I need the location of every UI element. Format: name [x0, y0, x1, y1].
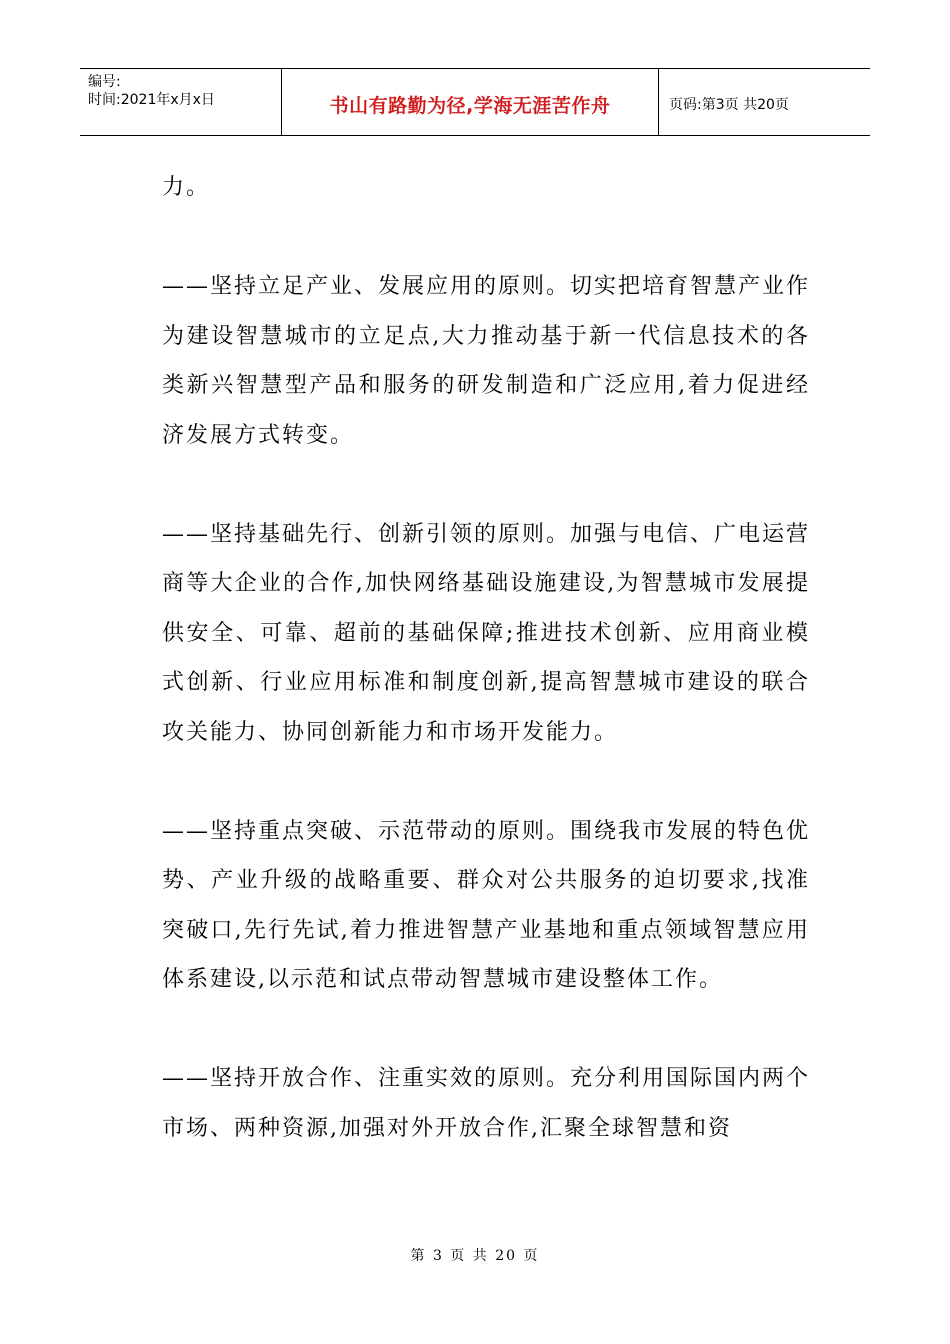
header-page-info: 页码:第3页 共20页 [669, 97, 789, 113]
document-body [162, 163, 810, 1153]
paragraph: ——坚持重点突破、示范带动的原则。围绕我市发展的特色优势、产业升级的战略重要、群众对公共服务的迫切要求,找准突破口,先行先试,着力推进智慧产业基地和重点领域智慧应用体系建设,以示范和试点带动智慧城市建设整体工作。 [162, 818, 811, 992]
page-footer: 第 3 页 共 20 页 [410, 1248, 540, 1264]
paragraph: ——坚持基础先行、创新引领的原则。加强与电信、广电运营商等大企业的合作,加快网络基础设施建设,为智慧城市发展提供安全、可靠、超前的基础保障;推进技术创新、应用商业模式创新、行业应用标准和制度创新,提高智慧城市建设的联合攻关能力、协同创新能力和市场开发能力。 [162, 521, 811, 745]
header-motto-cell [282, 69, 659, 135]
page-header [80, 68, 870, 136]
document-time-label: 时间:2021年x月x日 [88, 92, 215, 108]
paragraph: ——坚持开放合作、注重实效的原则。充分利用国际国内两个市场、两种资源,加强对外开放合作,汇聚全球智慧和资 [162, 1066, 811, 1141]
paragraph: 力。 [162, 175, 211, 200]
document-number-label: 编号: [88, 74, 121, 90]
header-page-info-cell [659, 69, 870, 135]
header-motto: 书山有路勤为径,学海无涯苦作舟 [329, 94, 611, 117]
paragraph: ——坚持立足产业、发展应用的原则。切实把培育智慧产业作为建设智慧城市的立足点,大力推动基于新一代信息技术的各类新兴智慧型产品和服务的研发制造和广泛应用,着力促进经济发展方式转变。 [162, 274, 811, 448]
header-meta [80, 69, 282, 135]
